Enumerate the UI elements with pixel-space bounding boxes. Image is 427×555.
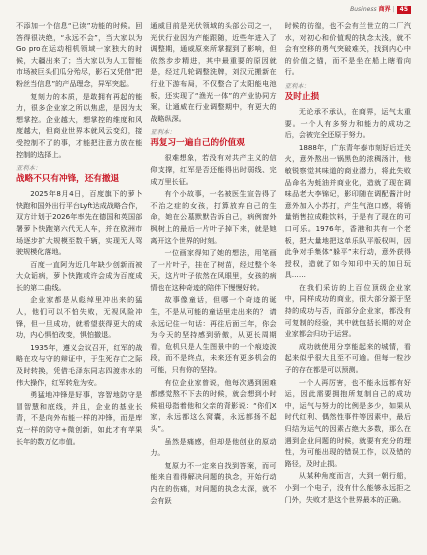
paragraph: 有位企业家曾说，他每次遇到困难都感觉熬不下去的时候，就会想到小时候祖母指着他和父亲的背影说：“你们X家，永远都这么窝囊，永远都扬不起头”。	[150, 377, 277, 433]
page-header	[350, 6, 411, 14]
column-1	[16, 20, 142, 549]
magazine-brand: Business	[350, 6, 377, 13]
section-rubric: 亚利本：	[150, 129, 176, 137]
paragraph: 2025年8月4日，百度旗下的萝卜快跑和国外出行平台Lyft达成战略合作，双方计划于2026年率先在德国和英国部署萝卜快跑第六代无人车，并在欧洲市场逐步扩大规模至数千辆，实现无人驾驶规模化落地。	[16, 189, 143, 257]
section-heading: 及时止损	[284, 91, 320, 102]
section-rubric: 亚利本：	[16, 165, 42, 173]
paragraph: 1935年，遵义会议召开，红军的战略在攻与守的辩证中，于生死存亡之际及时转换，凭借毛泽东同志四渡赤水的伟大操作，红军转危为安。	[16, 342, 143, 387]
paragraph: 复刻力的本质，是敢拥有再起的能力，很多企业家之所以焦虑，是因为太想掌控。企业越大，想掌控的维度和风度越大，但商业世界本就风云变幻，接受控制不了的事，才能把注意力放在能控制的选择上。	[16, 91, 143, 159]
page-number: 45	[397, 6, 411, 14]
paragraph: 无论承不承认，在商界，运气太重要。一个人有多努力和能力的成功之后，会被完全还原于努力。	[284, 106, 411, 140]
section-heading: 战略不只有冲锋，还有撤退	[16, 174, 120, 185]
paragraph: 不添加一个信息“已读”功能的时候。回答得很决绝，“永远不会”，当大家以为Go pro在运动相机领域一家独大的时候，大疆出来了；当大家以为人工智能市场被巨头们瓜分殆尽，影石又凭借“把粉丝当信息”的产品理念，异军突起。	[16, 21, 143, 88]
paragraph: 1888年，广东青年泰市刻好后迁关火，意外熬出一锅黑色的浓稠汤汁，他敏锐察觉其味道的商业潜力，将此失败品命名为蚝油并商业化，造就了现在调味品老大李锦记，影印随在调配酱汁时意外加入小苏打，产生气泡口感，将销量销售拉成鞋饮料，于是有了现在的可口可乐。1976年，香港和共有一个老板，把大量地把这单乐队平版权叫，因此争对手集体“躲平”末行动，意外获得授权，造就了如今知印中天的加日玩具……	[284, 142, 411, 280]
paragraph: 故事像童话，但哪一个奇迹的诞生，不是从可能的童话里走出来的？ 请永远记住一句话：再往后面三年，你会为今天的坚持感到骄傲，从更长周期看，危机只是人生图景中的一个痕迹波段，而不是终点，未来还有更多机会的可能，只有你的坚持。	[150, 295, 277, 375]
paragraph: 虽然是痛感，但却是他创业的原动力。	[150, 436, 277, 458]
paragraph: 时候的彷徨，也不会有兰世立的二厂汽水，对初心和价值观的执念太浅，就不会有空移的勇气突破难关，找到内心中的价值之锚，而不是坐在船上瞎看向行。	[284, 21, 411, 77]
paragraph: 一位画家得知了她的想法，用笔画了一片叶子，挂在了树苗，经过整个冬天，这片叶子依然在风眼里，女孩的病情也在这种奇迹的陪伴下慢慢好转。	[150, 248, 277, 292]
paragraph: 从某种角度而言，大到一朝行船，小到一个电子，没有什么能够永远拒之门外，失败才是这个世界最本的正确。	[284, 471, 411, 504]
column-3	[285, 20, 411, 549]
paragraph: 在我们采访的上百位顶级企业家中，同样成功的商业，很大部分源于坚持的成功与否，而部分企业家，都没有可复制的经验，其中就包括长期的对企业家都会归功于运营。	[284, 282, 411, 339]
column-2	[150, 20, 276, 549]
paragraph: 勇猛地冲锋是好事，容智地防守是冒智慧和底线，并且，企业的基业长青，不是向外布能一样的冲锋，而是库克一样的防守+微创新，如此才有苹果长年的数万亿市值。	[16, 390, 143, 446]
paragraph: 企业家都是从彪绰里冲出来的猛人，他们可以不怕失败，无视风险冲锋，但一旦成功，就希望获得更大的成功，内心惧怕改变，惧怕撤退。	[16, 295, 143, 340]
paragraph: 很难想象，若没有对共产主义的信仰支撑，红军是否还能得出时弱线、完成万里长征。	[150, 153, 277, 186]
paragraph: 通威目前是光伏领域的头部公司之一，光伏行业因为产能跟随，近些年进入了调整期，通威原来所掌握到了影响，但依然步步精进，其中最重要的原因就是，经过几轮调整洗牌，刘汉元搬新在行业下游布局，不仅整合了太阳能电池板，还实现了“渔光一体”的产业协同方案，让通威在行业调整期中，有更大的战略纵深。	[150, 21, 277, 123]
paragraph: 一个人再厉害，也不能永远都有好运，因此需要拥抱所复制自己的成功中，运气与努力的比例是多少，如果从时代红利、偶然性事件等因素中，最后归结为运气的因素占绝大多数，那么在遇到企业问题的时候，就要有充分的理性，为可能出现的错误工作，以及错的路径，及时止损。	[284, 377, 411, 468]
section-heading: 再复习一遍自己的价值观	[150, 138, 245, 149]
paragraph: 复原力不一定来自找到答案，而可能来自看得解决问题的执念，开始行动内在的伤痛，对问题的执念太深，就不会有跃	[150, 460, 277, 505]
header-separator: |	[392, 6, 395, 13]
magazine-section: 商界	[378, 6, 391, 13]
paragraph: 有个小故事，一名被医生宣告得了不治之症的女孩，打算放弃自己的生命，她在公墓默默告诉自己，病例窗外枫树上的最后一片叶子掉下来，就是她离开这个世界的时刻。	[150, 189, 277, 245]
section-rubric: 亚利本：	[284, 82, 310, 90]
paragraph: 成功就使用分享能起来的城情，看起来似乎很大且至不可逾。但每一粒沙子的存在都是可以预测。	[284, 341, 411, 375]
paragraph: 百度一直阿为近几年缺少创新而被大众诟病，萝卜快跑或许会成为百度成长的第二曲线。	[16, 259, 143, 292]
article-body	[16, 20, 411, 549]
